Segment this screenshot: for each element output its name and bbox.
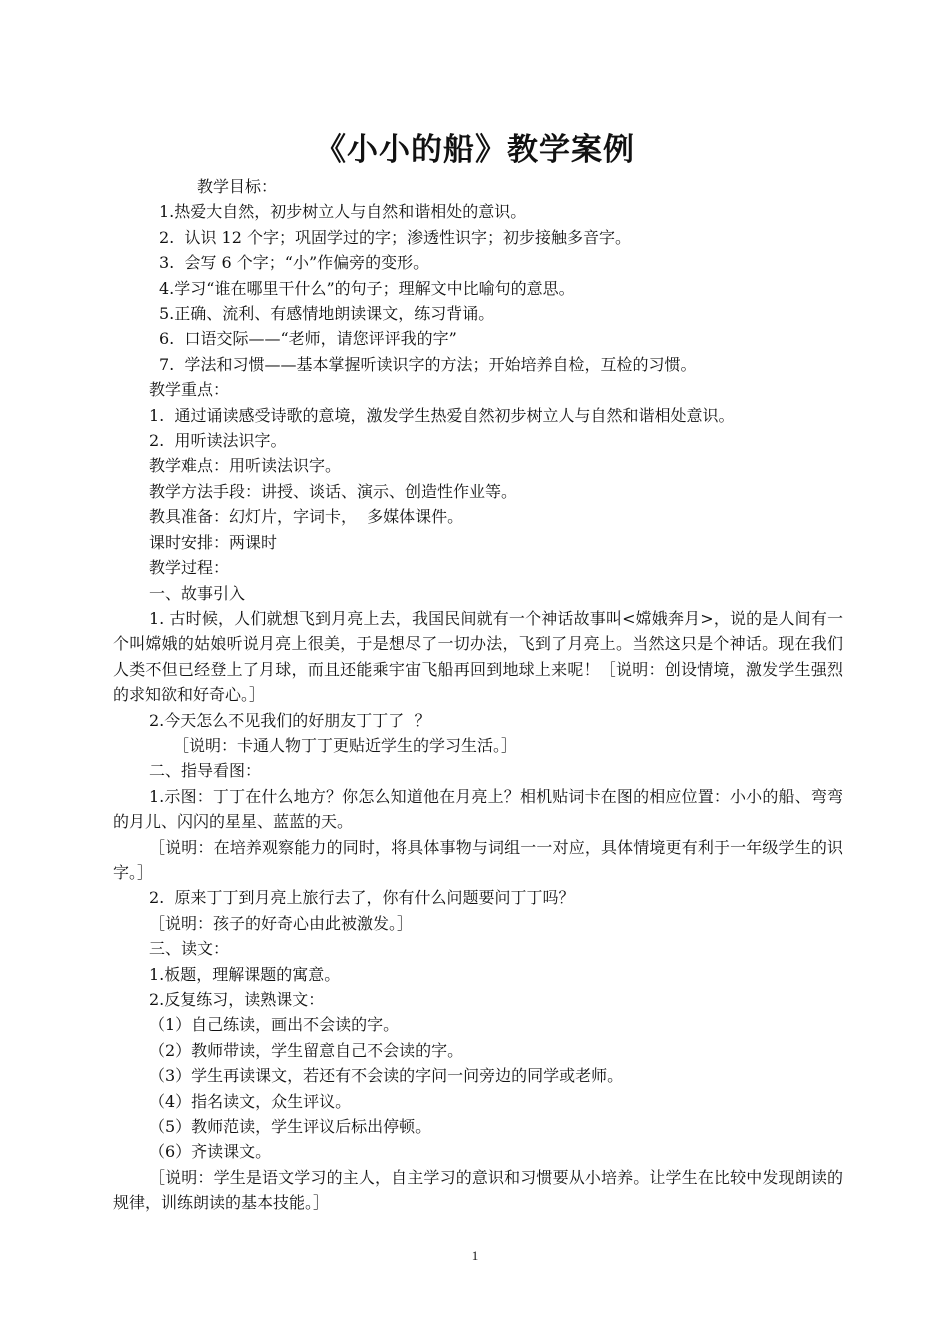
methods: 教学方法手段：讲授、谈话、演示、创造性作业等。 <box>149 481 518 501</box>
step-item: （2）教师带读，学生留意自己不会读的字。 <box>149 1040 464 1060</box>
goal-item: 3. 会写 6 个字；“小”作偏旁的变形。 <box>159 253 430 273</box>
paragraph: 1. 古时候，人们就想飞到月亮上去，我国民间就有一个神话故事叫<嫦娥奔月>，说的是人间有一个叫嫦娥的姑娘听说月亮上很美，于是想尽了一切办法，飞到了月亮上。当然这只是个神话。现在我们人类不但已经登上了月球，而且还能乘宇宙飞船再回到地球上来呢！［说明：创设情境，激发学生强烈的求知欲和好奇心。］ <box>113 608 843 705</box>
goals-heading: 教学目标： <box>197 177 278 196</box>
step-item: （4）指名读文，众生评议。 <box>149 1091 352 1111</box>
goal-item: 2. 认识 12 个字；巩固学过的字；渗透性识字；初步接触多音字。 <box>159 227 631 247</box>
paragraph: 2. 原来丁丁到月亮上旅行去了，你有什么问题要问丁丁吗？ <box>149 888 575 908</box>
page-number: 1 <box>471 1248 479 1263</box>
goal-item: 7. 学法和习惯——基本掌握听读识字的方法；开始培养自检，互检的习惯。 <box>159 354 697 374</box>
step-item: （3）学生再读课文，若还有不会读的字问一问旁边的同学或老师。 <box>149 1066 624 1086</box>
paragraph: 1.板题，理解课题的寓意。 <box>149 964 341 984</box>
process-heading: 教学过程： <box>149 558 230 578</box>
difficulty: 教学难点：用听读法识字。 <box>149 456 342 476</box>
section-heading: 一、故事引入 <box>149 583 246 603</box>
step-item: （6）齐读课文。 <box>149 1142 272 1162</box>
goal-item: 6. 口语交际——“老师，请您评评我的字” <box>159 329 457 349</box>
note: ［说明：学生是语文学习的主人，自主学习的意识和习惯要从小培养。让学生在比较中发现朗读的规律，训练朗读的基本技能。］ <box>113 1167 843 1213</box>
key-point-item: 1. 通过诵读感受诗歌的意境，激发学生热爱自然初步树立人与自然和谐相处意识。 <box>149 405 735 425</box>
section-heading: 三、读文： <box>149 939 230 959</box>
paragraph: 2.反复练习，读熟课文： <box>149 990 325 1009</box>
note: ［说明：在培养观察能力的同时，将具体事物与词组一一对应，具体情境更有利于一年级学生的识字。］ <box>113 837 843 882</box>
materials: 教具准备：幻灯片，字词卡， 多媒体课件。 <box>149 507 464 527</box>
note: ［说明：孩子的好奇心由此被激发。］ <box>149 913 414 933</box>
step-item: （1）自己练读，画出不会读的字。 <box>149 1015 400 1035</box>
section-heading: 二、指导看图： <box>149 761 262 781</box>
note: ［说明：卡通人物丁丁更贴近学生的学习生活。］ <box>173 735 518 755</box>
document-body <box>113 174 843 1216</box>
schedule: 课时安排：两课时 <box>149 532 278 552</box>
paragraph: 1.示图：丁丁在什么地方？你怎么知道他在月亮上？相机贴词卡在图的相应位置：小小的船、弯弯的月儿、闪闪的星星、蓝蓝的天。 <box>113 786 843 832</box>
goal-item: 5.正确、流利、有感情地朗读课文，练习背诵。 <box>159 304 495 324</box>
goal-item: 4.学习“谁在哪里干什么”的句子；理解文中比喻句的意思。 <box>159 278 575 298</box>
goal-item: 1.热爱大自然，初步树立人与自然和谐相处的意识。 <box>159 202 527 222</box>
paragraph: 2.今天怎么不见我们的好朋友丁丁了 ？ <box>149 710 431 730</box>
step-item: （5）教师范读，学生评议后标出停顿。 <box>149 1117 432 1137</box>
key-points-heading: 教学重点： <box>149 380 230 400</box>
key-point-item: 2. 用听读法识字。 <box>149 431 287 451</box>
document-title: 《小小的船》教学案例 <box>315 132 635 168</box>
